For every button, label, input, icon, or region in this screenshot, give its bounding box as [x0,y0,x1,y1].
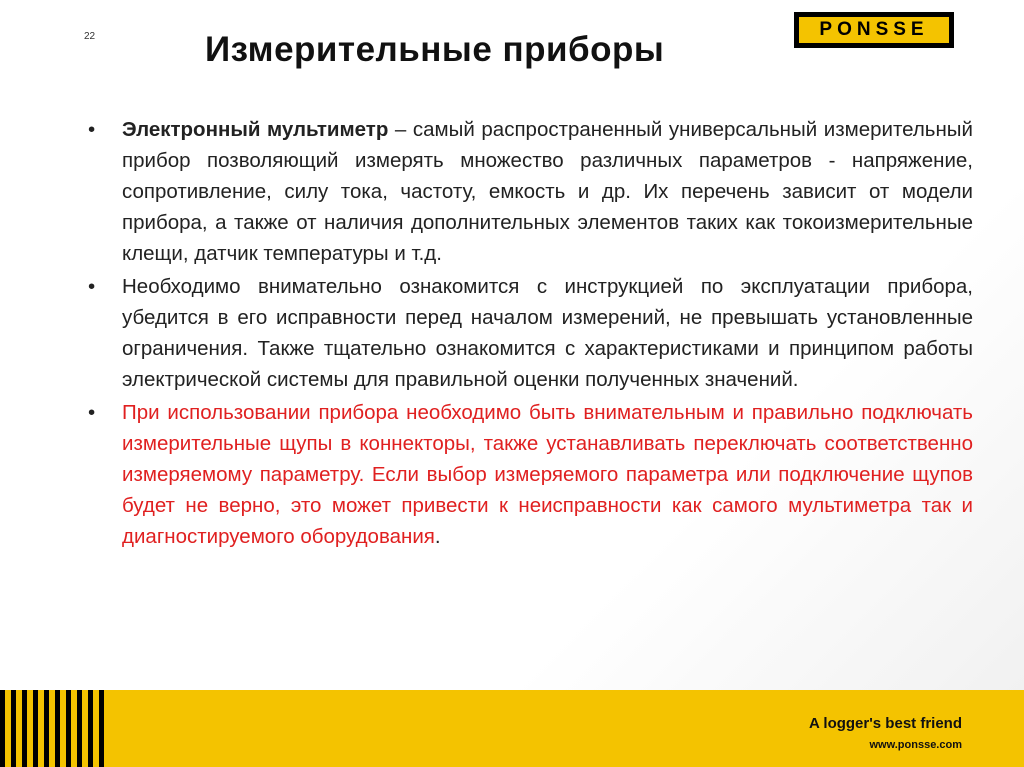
bullet-tail: . [434,525,441,548]
stripe [88,690,93,767]
bullet-item-instructions [88,271,973,395]
stripe [11,690,16,767]
ponsse-logo [794,12,954,48]
stripe [44,690,49,767]
stripe [0,690,5,767]
footer-bar [0,690,1024,767]
bullet-text: – самый распространенный универсальный измерительный прибор позволяющий измерять множество различных параметров - напряжение, сопротивление, силу тока, частоту, емкость и др. Их перечень зависит от модели прибора, а также от наличия дополнительных элементов таких как токоизмерительные клещи, датчик температуры и т.д. [122,118,973,265]
bullet-symbol: • [88,275,96,298]
bullet-list [88,114,973,554]
stripe [22,690,27,767]
page-number: 22 [84,31,96,42]
logo-text: PONSSE [799,17,949,43]
stripe [99,690,104,767]
stripe [66,690,71,767]
bullet-warning-text: При использовании прибора необходимо быть внимательным и правильно подключать измерительные щупы в коннекторы, также устанавливать переключать соответственно измеряемому параметру. Если выбор измеряемого параметра или подключение щупов будет не верно, это может привести к неисправности как самого мультиметра так и диагностируемого оборудования [122,401,973,548]
slide-title: Измерительные приборы [205,30,665,69]
bullet-lead-term: Электронный мультиметр [122,118,389,141]
footer-tagline: A logger's best friend [808,715,962,732]
bullet-item-warning [88,397,973,552]
stripe [55,690,60,767]
bullet-symbol: • [88,401,96,424]
bullet-text: Необходимо внимательно ознакомится с инструкцией по эксплуатации прибора, убедится в его исправности перед началом измерений, не превышать установленные ограничения. Также тщательно ознакомится с характеристиками и принципом работы электрической системы для правильной оценки полученных значений. [122,275,973,391]
footer-stripes [0,690,120,767]
bullet-item-multimeter [88,114,973,269]
stripe [33,690,38,767]
footer-url: www.ponsse.com [869,739,962,751]
bullet-symbol: • [88,118,96,141]
stripe [77,690,82,767]
